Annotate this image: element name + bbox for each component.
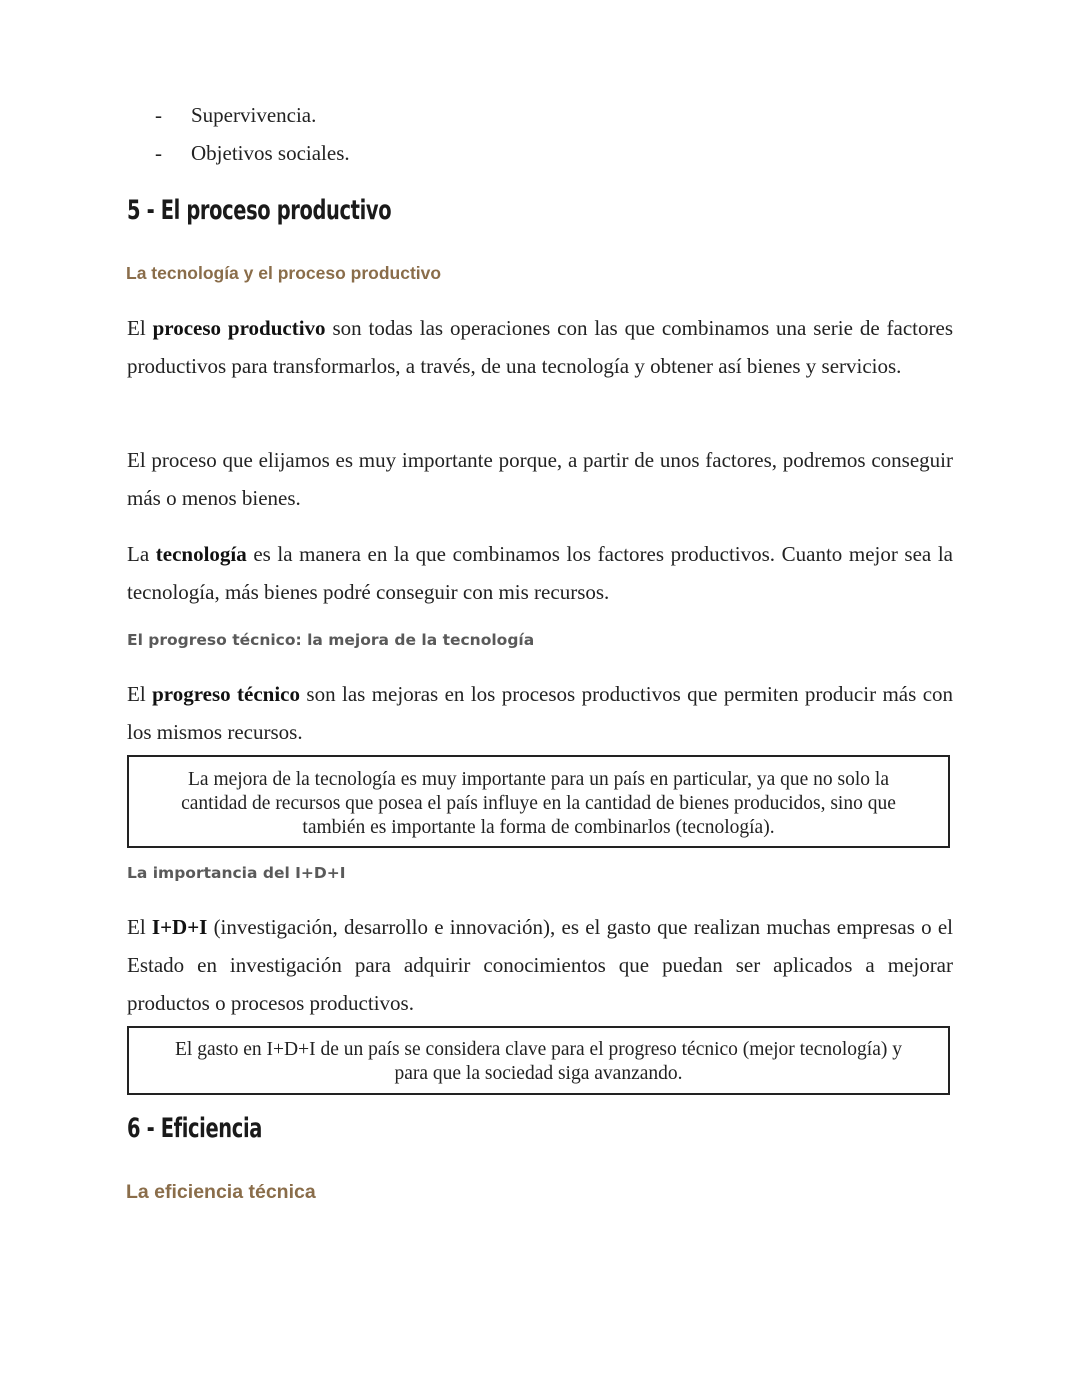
subheading-tecnologia: La tecnología y el proceso productivo	[126, 263, 442, 283]
bullet-list	[155, 100, 350, 176]
paragraph-tecnologia: La tecnología es la manera en la que combinamos los factores productivos. Cuanto mejor sea la tecnología, más bienes podré conseguir con mis recursos.	[127, 542, 953, 604]
section-heading-5: 5 - El proceso productivo	[127, 195, 392, 226]
paragraph-progreso-tecnico: El progreso técnico son las mejoras en los procesos productivos que permiten producir más con los mismos recursos.	[127, 682, 954, 744]
subheading-progreso-tecnico: El progreso técnico: la mejora de la tecnología	[127, 631, 535, 649]
list-item: - Supervivencia.	[155, 103, 317, 127]
list-item: - Objetivos sociales.	[155, 141, 350, 165]
section-heading-6: 6 - Eficiencia	[127, 1113, 263, 1144]
subheading-eficiencia-tecnica: La eficiencia técnica	[126, 1181, 316, 1203]
paragraph-proceso-productivo: El proceso productivo son todas las operaciones con las que combinamos una serie de factores productivos para transformarlos, a través, de una tecnología y obtener así bienes y servicios.	[127, 316, 954, 378]
paragraph-idi: El I+D+I (investigación, desarrollo e innovación), es el gasto que realizan muchas empresas o el Estado en investigación para adquirir conocimientos que puedan ser aplicados a mejorar productos o procesos productivos.	[127, 915, 953, 1015]
subheading-idi: La importancia del I+D+I	[127, 864, 346, 882]
callout-box-tecnologia: La mejora de la tecnología es muy importante para un país en particular, ya que no solo la cantidad de recursos que posea el país influye en la cantidad de bienes producidos, sino que también es importante la forma de combinarlos (tecnología).	[127, 755, 950, 848]
paragraph-proceso-elegido: El proceso que elijamos es muy importante porque, a partir de unos factores, podremos conseguir más o menos bienes.	[127, 448, 953, 510]
callout-box-idi: El gasto en I+D+I de un país se considera clave para el progreso técnico (mejor tecnología) y para que la sociedad siga avanzando.	[127, 1026, 950, 1095]
